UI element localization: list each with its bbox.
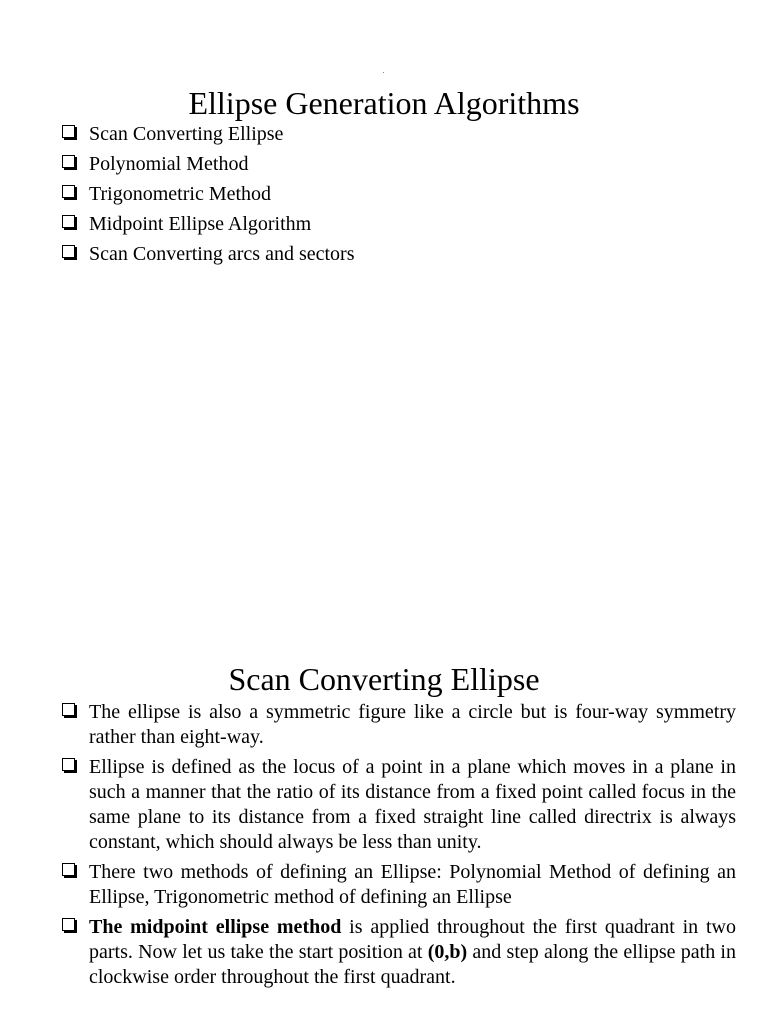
checkbox-icon [62,863,75,876]
section-title-scan-converting-ellipse: Scan Converting Ellipse [228,661,540,697]
list-item-text: Ellipse is defined as the locus of a point in a plane which moves in a plane in such a manner that the ratio of its distance from a fixed point called focus in the same plane to its distance from a fixed straight line called directrix is always constant, which should always be less than unity. [89,756,736,853]
list-item [60,152,736,177]
start-position-point: (0,b) [427,941,468,963]
checkbox-icon [62,703,75,716]
midpoint-text-part-2: and step along the ellipse path in clockwise order throughout the first quadrant. [89,941,736,988]
checkbox-icon [62,758,75,771]
checkbox-icon [62,155,75,168]
list-item-text: Polynomial Method [89,153,249,175]
list-item-midpoint-method [60,915,736,990]
list-item-text: Scan Converting arcs and sectors [89,243,355,265]
ellipse-facts-list [60,700,736,995]
list-item [60,242,736,267]
list-item [60,122,736,147]
list-item [60,700,736,750]
checkbox-icon [62,215,75,228]
list-item-text: Trigonometric Method [89,183,272,205]
list-item-text: Scan Converting Ellipse [89,123,284,145]
checkbox-icon [62,918,75,931]
list-item [60,182,736,207]
list-item [60,755,736,855]
checkbox-icon [62,245,75,258]
list-item-text: The ellipse is also a symmetric figure like a circle but is four-way symmetry rather than eight-way. [89,701,736,748]
midpoint-method-term: The midpoint ellipse method [89,916,342,938]
page-marker-dot [383,72,384,73]
checkbox-icon [62,185,75,198]
list-item-text: There two methods of defining an Ellipse: Polynomial Method of defining an Ellipse, Trigonometric method of defining an Ellipse [89,861,736,908]
checkbox-icon [62,125,75,138]
algorithms-list [60,122,736,272]
list-item [60,860,736,910]
midpoint-text-part-1: is applied throughout the first quadrant in two parts. Now let us take the start position at [89,916,736,963]
list-item-text: Midpoint Ellipse Algorithm [89,213,312,235]
section-title-ellipse-generation: Ellipse Generation Algorithms [188,85,580,121]
list-item [60,212,736,237]
